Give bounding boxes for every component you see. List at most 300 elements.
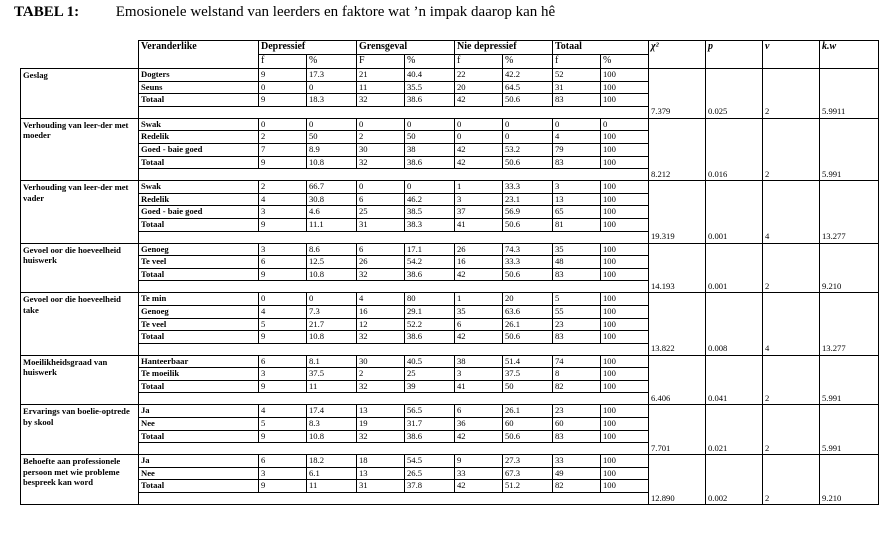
stat-empty-cell [820, 156, 879, 169]
row-label: Dogters [139, 69, 259, 82]
value-cell: 39 [405, 380, 455, 393]
table-row [21, 143, 879, 156]
row-label: Hanteerbaar [139, 355, 259, 368]
value-cell: 83 [553, 156, 601, 169]
stat-value: 7.701 [649, 443, 706, 455]
stat-empty-cell [706, 181, 763, 194]
value-cell: 100 [601, 156, 649, 169]
stat-empty-cell [706, 256, 763, 269]
stat-empty-cell [820, 268, 879, 281]
value-cell: 42 [455, 143, 503, 156]
stat-empty-cell [763, 480, 820, 493]
table-row [21, 380, 879, 393]
value-cell: 6 [357, 243, 405, 256]
value-cell: 100 [601, 418, 649, 431]
value-cell: 74 [553, 355, 601, 368]
value-cell: 9 [259, 69, 307, 82]
subheader-cell: % [601, 55, 649, 69]
value-cell: 100 [601, 305, 649, 318]
row-label: Te min [139, 293, 259, 306]
stat-empty-cell [820, 118, 879, 131]
stat-empty-cell [706, 368, 763, 381]
spacer-cell [139, 281, 649, 293]
value-cell: 41 [455, 380, 503, 393]
stat-empty-cell [763, 430, 820, 443]
value-cell: 74.3 [503, 243, 553, 256]
value-cell: 18.3 [307, 94, 357, 107]
stat-value: 2 [763, 106, 820, 118]
value-cell: 30.8 [307, 193, 357, 206]
value-cell: 67.3 [503, 467, 553, 480]
table-row [21, 218, 879, 231]
stat-empty-cell [820, 331, 879, 344]
stat-empty-cell [763, 256, 820, 269]
value-cell: 3 [259, 206, 307, 219]
value-cell: 5 [553, 293, 601, 306]
value-cell: 31 [553, 81, 601, 94]
header-p: p [706, 41, 763, 69]
value-cell: 100 [601, 318, 649, 331]
value-cell: 0 [455, 118, 503, 131]
value-cell: 0 [259, 293, 307, 306]
value-cell: 100 [601, 467, 649, 480]
stat-value: 2 [763, 281, 820, 293]
value-cell: 38.5 [405, 206, 455, 219]
value-cell: 17.3 [307, 69, 357, 82]
value-cell: 35 [553, 243, 601, 256]
stat-empty-cell [649, 480, 706, 493]
value-cell: 0 [307, 293, 357, 306]
header-borderline: Grensgeval [357, 41, 455, 55]
stat-empty-cell [706, 193, 763, 206]
table-row [21, 206, 879, 219]
value-cell: 42 [455, 430, 503, 443]
stat-empty-cell [820, 94, 879, 107]
stat-empty-cell [649, 318, 706, 331]
value-cell: 83 [553, 331, 601, 344]
stat-value: 0.008 [706, 343, 763, 355]
table-row [21, 81, 879, 94]
stat-empty-cell [649, 143, 706, 156]
value-cell: 3 [455, 193, 503, 206]
header-row [21, 41, 879, 55]
stat-empty-cell [649, 81, 706, 94]
stat-empty-cell [706, 118, 763, 131]
value-cell: 32 [357, 331, 405, 344]
spacer-cell [139, 106, 649, 118]
subheader-cell: f [455, 55, 503, 69]
value-cell: 33 [455, 467, 503, 480]
stat-empty-cell [820, 143, 879, 156]
value-cell: 48 [553, 256, 601, 269]
table-row [21, 305, 879, 318]
table-row [21, 131, 879, 144]
value-cell: 0 [307, 81, 357, 94]
value-cell: 100 [601, 143, 649, 156]
stat-empty-cell [763, 193, 820, 206]
value-cell: 17.4 [307, 405, 357, 418]
stat-value: 2 [763, 169, 820, 181]
spacer-cell [139, 443, 649, 455]
value-cell: 30 [357, 143, 405, 156]
value-cell: 5 [259, 418, 307, 431]
value-cell: 100 [601, 480, 649, 493]
value-cell: 3 [553, 181, 601, 194]
stat-empty-cell [820, 380, 879, 393]
table-row [21, 156, 879, 169]
stat-empty-cell [706, 331, 763, 344]
stat-empty-cell [763, 305, 820, 318]
value-cell: 27.3 [503, 455, 553, 468]
value-cell: 25 [357, 206, 405, 219]
value-cell: 50.6 [503, 268, 553, 281]
stat-empty-cell [763, 156, 820, 169]
value-cell: 9 [259, 331, 307, 344]
row-label: Genoeg [139, 243, 259, 256]
stat-empty-cell [649, 305, 706, 318]
stat-value: 5.991 [820, 443, 879, 455]
stat-empty-cell [763, 368, 820, 381]
subheader-cell: % [405, 55, 455, 69]
stat-empty-cell [820, 430, 879, 443]
stat-empty-cell [706, 69, 763, 82]
category-cell: Ervarings van boelie-optrede by skool [21, 405, 139, 455]
value-cell: 29.1 [405, 305, 455, 318]
stat-empty-cell [820, 81, 879, 94]
stat-empty-cell [706, 318, 763, 331]
row-label: Redelik [139, 193, 259, 206]
row-label: Redelik [139, 131, 259, 144]
value-cell: 50.6 [503, 156, 553, 169]
stat-empty-cell [649, 94, 706, 107]
subheader-cell: % [503, 55, 553, 69]
value-cell: 8 [553, 368, 601, 381]
value-cell: 23 [553, 318, 601, 331]
value-cell: 100 [601, 193, 649, 206]
value-cell: 53.2 [503, 143, 553, 156]
category-cell: Gevoel oor die hoeveelheid take [21, 293, 139, 355]
stat-empty-cell [649, 418, 706, 431]
value-cell: 100 [601, 293, 649, 306]
value-cell: 30 [357, 355, 405, 368]
stat-empty-cell [820, 355, 879, 368]
row-label: Totaal [139, 94, 259, 107]
table-caption [14, 4, 555, 26]
value-cell: 16 [357, 305, 405, 318]
stat-value: 0.001 [706, 231, 763, 243]
value-cell: 10.8 [307, 430, 357, 443]
stat-value: 5.991 [820, 169, 879, 181]
stat-empty-cell [820, 418, 879, 431]
stat-empty-cell [649, 467, 706, 480]
stats-row [21, 493, 879, 505]
stat-empty-cell [820, 405, 879, 418]
table-title: Emosionele welstand van leerders en faktore wat ’n impak daarop kan hê [115, 4, 556, 20]
stat-empty-cell [706, 218, 763, 231]
table-row [21, 293, 879, 306]
spacer-cell [139, 231, 649, 243]
value-cell: 83 [553, 268, 601, 281]
value-cell: 16 [455, 256, 503, 269]
subheader-cell: % [307, 55, 357, 69]
stat-value: 9.210 [820, 493, 879, 505]
value-cell: 60 [503, 418, 553, 431]
stat-value: 9.210 [820, 281, 879, 293]
value-cell: 6 [259, 256, 307, 269]
value-cell: 2 [259, 131, 307, 144]
value-cell: 100 [601, 368, 649, 381]
spacer-cell [139, 343, 649, 355]
stat-empty-cell [763, 268, 820, 281]
value-cell: 40.4 [405, 69, 455, 82]
stat-value: 13.277 [820, 231, 879, 243]
value-cell: 50.6 [503, 430, 553, 443]
stat-empty-cell [763, 467, 820, 480]
row-label: Ja [139, 455, 259, 468]
stat-empty-cell [706, 355, 763, 368]
value-cell: 9 [455, 455, 503, 468]
value-cell: 32 [357, 94, 405, 107]
stat-empty-cell [649, 118, 706, 131]
table-row [21, 355, 879, 368]
value-cell: 100 [601, 430, 649, 443]
row-label: Te veel [139, 318, 259, 331]
value-cell: 13 [357, 467, 405, 480]
stat-value: 13.822 [649, 343, 706, 355]
value-cell: 32 [357, 156, 405, 169]
table-row [21, 94, 879, 107]
value-cell: 31.7 [405, 418, 455, 431]
stat-empty-cell [820, 243, 879, 256]
value-cell: 6 [357, 193, 405, 206]
stat-empty-cell [649, 69, 706, 82]
value-cell: 54.2 [405, 256, 455, 269]
value-cell: 9 [259, 156, 307, 169]
stat-empty-cell [763, 69, 820, 82]
stat-value: 2 [763, 493, 820, 505]
value-cell: 51.4 [503, 355, 553, 368]
subheader-cell: f [553, 55, 601, 69]
value-cell: 0 [307, 118, 357, 131]
value-cell: 13 [357, 405, 405, 418]
value-cell: 83 [553, 430, 601, 443]
stats-row [21, 231, 879, 243]
category-cell: Geslag [21, 69, 139, 119]
value-cell: 25 [405, 368, 455, 381]
value-cell: 100 [601, 331, 649, 344]
value-cell: 100 [601, 218, 649, 231]
value-cell: 11 [307, 480, 357, 493]
stat-value: 5.9911 [820, 106, 879, 118]
stat-value: 12.890 [649, 493, 706, 505]
value-cell: 0 [259, 118, 307, 131]
value-cell: 26.5 [405, 467, 455, 480]
value-cell: 52.2 [405, 318, 455, 331]
stat-empty-cell [706, 418, 763, 431]
value-cell: 0 [357, 118, 405, 131]
stats-row [21, 443, 879, 455]
value-cell: 100 [601, 94, 649, 107]
value-cell: 66.7 [307, 181, 357, 194]
value-cell: 11 [357, 81, 405, 94]
value-cell: 4.6 [307, 206, 357, 219]
value-cell: 37.8 [405, 480, 455, 493]
stat-empty-cell [649, 131, 706, 144]
stat-empty-cell [649, 193, 706, 206]
value-cell: 6 [455, 318, 503, 331]
value-cell: 32 [357, 430, 405, 443]
stat-empty-cell [706, 206, 763, 219]
stat-empty-cell [649, 256, 706, 269]
value-cell: 19 [357, 418, 405, 431]
value-cell: 0 [553, 118, 601, 131]
value-cell: 46.2 [405, 193, 455, 206]
stat-empty-cell [649, 156, 706, 169]
table-row [21, 69, 879, 82]
value-cell: 54.5 [405, 455, 455, 468]
value-cell: 0 [259, 81, 307, 94]
value-cell: 8.9 [307, 143, 357, 156]
value-cell: 9 [259, 480, 307, 493]
value-cell: 6 [455, 405, 503, 418]
value-cell: 7.3 [307, 305, 357, 318]
stat-empty-cell [820, 305, 879, 318]
stat-value: 13.277 [820, 343, 879, 355]
value-cell: 23.1 [503, 193, 553, 206]
value-cell: 100 [601, 69, 649, 82]
stat-value: 6.406 [649, 393, 706, 405]
value-cell: 3 [259, 368, 307, 381]
value-cell: 52 [553, 69, 601, 82]
value-cell: 42 [455, 94, 503, 107]
row-label: Totaal [139, 268, 259, 281]
stat-empty-cell [706, 81, 763, 94]
stat-value: 0.041 [706, 393, 763, 405]
value-cell: 55 [553, 305, 601, 318]
stat-empty-cell [763, 181, 820, 194]
stat-empty-cell [763, 380, 820, 393]
value-cell: 1 [455, 181, 503, 194]
value-cell: 26 [357, 256, 405, 269]
stat-empty-cell [763, 405, 820, 418]
value-cell: 83 [553, 94, 601, 107]
value-cell: 38 [455, 355, 503, 368]
stat-value: 14.193 [649, 281, 706, 293]
stat-value: 19.319 [649, 231, 706, 243]
header-chi-square: χ² [649, 41, 706, 69]
stat-empty-cell [763, 118, 820, 131]
table-row [21, 467, 879, 480]
header-variable: Veranderlike [139, 41, 259, 69]
value-cell: 50.6 [503, 218, 553, 231]
value-cell: 38.3 [405, 218, 455, 231]
value-cell: 35 [455, 305, 503, 318]
data-table [20, 40, 879, 505]
value-cell: 0 [601, 118, 649, 131]
table-row [21, 118, 879, 131]
value-cell: 3 [259, 467, 307, 480]
value-cell: 80 [405, 293, 455, 306]
table-row [21, 455, 879, 468]
category-cell: Behoefte aan professionele persoon met wie probleme bespreek kan word [21, 455, 139, 505]
category-cell: Verhouding van leer-der met moeder [21, 118, 139, 180]
stat-empty-cell [820, 193, 879, 206]
value-cell: 50 [405, 131, 455, 144]
value-cell: 8.3 [307, 418, 357, 431]
value-cell: 42 [455, 480, 503, 493]
value-cell: 0 [455, 131, 503, 144]
row-label: Totaal [139, 380, 259, 393]
stat-empty-cell [706, 143, 763, 156]
stat-empty-cell [763, 318, 820, 331]
value-cell: 0 [357, 181, 405, 194]
stat-value: 4 [763, 231, 820, 243]
stats-row [21, 343, 879, 355]
value-cell: 100 [601, 268, 649, 281]
row-label: Totaal [139, 218, 259, 231]
value-cell: 26.1 [503, 318, 553, 331]
value-cell: 37 [455, 206, 503, 219]
table-row [21, 430, 879, 443]
value-cell: 1 [455, 293, 503, 306]
value-cell: 9 [259, 218, 307, 231]
stat-empty-cell [649, 331, 706, 344]
header-depressed: Depressief [259, 41, 357, 55]
stat-empty-cell [706, 131, 763, 144]
value-cell: 8.6 [307, 243, 357, 256]
stat-empty-cell [763, 355, 820, 368]
value-cell: 20 [455, 81, 503, 94]
stat-empty-cell [763, 143, 820, 156]
stat-empty-cell [820, 368, 879, 381]
value-cell: 10.8 [307, 156, 357, 169]
value-cell: 11.1 [307, 218, 357, 231]
value-cell: 50.6 [503, 94, 553, 107]
table-row [21, 256, 879, 269]
value-cell: 81 [553, 218, 601, 231]
stat-value: 0.001 [706, 281, 763, 293]
value-cell: 40.5 [405, 355, 455, 368]
value-cell: 4 [357, 293, 405, 306]
value-cell: 4 [259, 305, 307, 318]
value-cell: 100 [601, 206, 649, 219]
value-cell: 8.1 [307, 355, 357, 368]
subheader-cell: F [357, 55, 405, 69]
value-cell: 6 [259, 455, 307, 468]
value-cell: 38.6 [405, 331, 455, 344]
table-row [21, 405, 879, 418]
value-cell: 100 [601, 243, 649, 256]
header-not-depressed: Nie depressief [455, 41, 553, 55]
table-row [21, 181, 879, 194]
value-cell: 63.6 [503, 305, 553, 318]
stat-empty-cell [706, 455, 763, 468]
stat-empty-cell [649, 218, 706, 231]
value-cell: 100 [601, 455, 649, 468]
value-cell: 9 [259, 94, 307, 107]
value-cell: 0 [503, 131, 553, 144]
stat-empty-cell [649, 355, 706, 368]
value-cell: 100 [601, 355, 649, 368]
row-label: Ja [139, 405, 259, 418]
stat-empty-cell [820, 131, 879, 144]
stat-empty-cell [763, 418, 820, 431]
value-cell: 32 [357, 380, 405, 393]
value-cell: 31 [357, 480, 405, 493]
category-cell: Moeilikheidsgraad van huiswerk [21, 355, 139, 405]
stat-empty-cell [649, 181, 706, 194]
stat-empty-cell [820, 218, 879, 231]
